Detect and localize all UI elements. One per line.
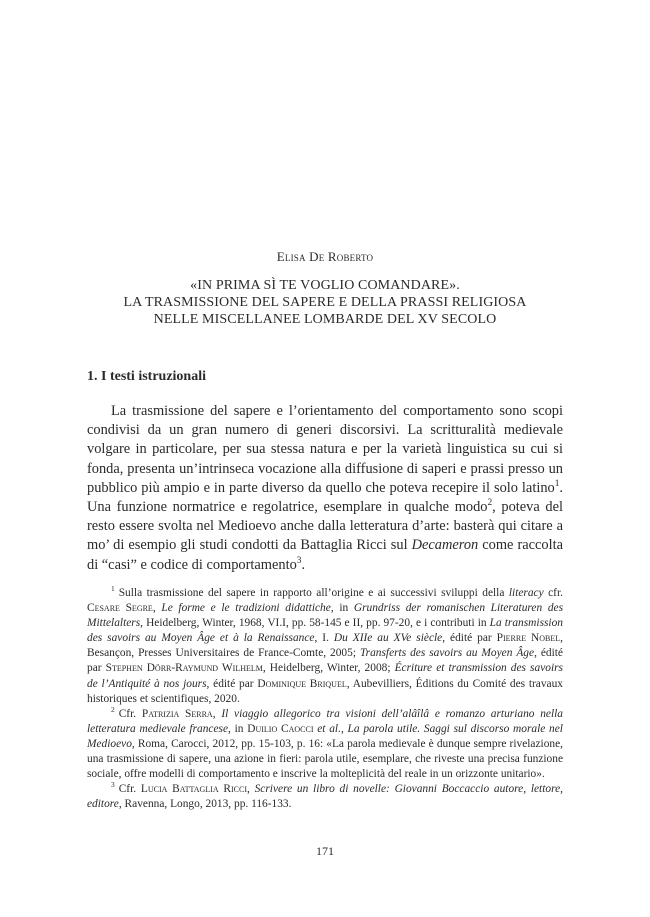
footnote-text: cfr. — [543, 587, 563, 599]
footnote-italic: Du XIIe au XVe siècle — [333, 632, 443, 645]
footnote-italic: Le forme e le tradizioni didattiche — [161, 602, 331, 615]
title-line-3: NELLE MISCELLANEE LOMBARDE DEL XV SECOLO — [153, 312, 497, 327]
footnote-italic: Grundriss der romanischen Literaturen des Mittelalters — [87, 602, 563, 630]
footnote-2 — [87, 704, 563, 782]
footnote-italic: et al. — [317, 722, 341, 735]
footnote-italic: Il viaggio allegorico tra visioni dell’alâîlâ e romanzo arturiano nella letteratura medievale francese — [87, 707, 563, 735]
footnote-text: , édité par — [442, 632, 497, 645]
page-number: 171 — [316, 844, 334, 858]
footnote-author: Duilio Caocci — [247, 722, 314, 735]
footnote-text: , Ravenna, Longo, 2013, pp. 116-133. — [118, 798, 292, 811]
footnote-text: , Heidelberg, Winter, 2008; — [262, 662, 395, 675]
body-text-segment: La trasmissione del sapere e l’orientamento del comportamento sono scopi condivisi da un gran numero di generi discorsivi. La scritturalità medievale volgare in particolare, per sua stessa natura e per la varietà linguistica su cui si fonda, presenta un’intrinseca vocazione alla diffusione di saperi e prassi presso un pubblico più ampio e in parte diverso da quello che poteva recepire il solo latino — [87, 403, 563, 496]
footnote-text: , édité par — [87, 647, 563, 675]
body-paragraph — [87, 402, 563, 575]
footnote-author: Pierre Nobel — [496, 632, 561, 645]
footnote-author: Stephen Dörr-Raymund Wilhelm — [105, 662, 263, 675]
footnote-text: , in — [330, 602, 354, 615]
footnote-3 — [87, 782, 563, 812]
footnote-text: , — [152, 602, 162, 615]
section-heading: 1. I testi istruzionali — [87, 369, 206, 384]
footnote-ref-2: 2 — [487, 498, 493, 509]
footnote-italic: Transferts des savoirs au Moyen Âge — [359, 647, 535, 660]
footnote-text: , — [212, 707, 222, 720]
footnote-text: Sulla trasmissione del sapere in rapporto all’origine e ai successivi sviluppi della — [118, 587, 509, 599]
footnotes — [87, 586, 563, 812]
footnote-number: 1 — [111, 584, 115, 594]
body-italic-title: Decameron — [411, 537, 479, 554]
body-text-segment: . Una funzione normatrice e regolatrice, esemplare in qualche modo — [87, 479, 563, 516]
article-title — [60, 277, 590, 328]
footnote-number: 2 — [111, 704, 115, 714]
footnote-1 — [87, 586, 563, 707]
footnote-text: , Besançon, Presses Universitaires de France-Comte, 2005; — [87, 632, 564, 660]
author-name: Elisa De Roberto — [276, 249, 374, 264]
footnote-text: Cfr. — [118, 707, 142, 720]
body-text-segment: , poteva del resto essere svolta nel Medioevo anche dalla letteratura d’arte: basterà qui citare a mo’ di esempio gli studi condotti da Battaglia Ricci sul — [87, 499, 563, 554]
footnote-text: , Aubevilliers, Éditions du Comité des travaux historiques et scientifiques, 2020. — [87, 677, 564, 705]
footnote-italic: Écriture et transmission des savoirs de l’Antiquité à nos jours — [87, 662, 563, 690]
footnote-text: , Heidelberg, Winter, 1968, VI.I, pp. 58-145 e II, pp. 97-20, e i contributi in — [140, 617, 490, 630]
body-text-segment: . — [301, 556, 306, 573]
footnote-text: , édité par — [206, 677, 258, 690]
footnote-author: Cesare Segre — [87, 602, 153, 615]
footnote-italic: La parola utile. Saggi sul discorso morale nel Medioevo — [87, 722, 563, 750]
title-line-2: LA TRASMISSIONE DEL SAPERE E DELLA PRASSI RELIGIOSA — [123, 295, 527, 310]
footnote-italic: literacy — [508, 587, 544, 599]
footnote-text: , I. — [314, 632, 334, 645]
footnote-italic: Scrivere un libro di novelle: Giovanni Boccaccio autore, lettore, editore — [87, 783, 563, 811]
footnote-text: , — [340, 722, 348, 735]
footnote-italic: La transmission des savoirs au Moyen Âge et à la Renaissance — [87, 617, 563, 645]
footnote-text: , — [247, 783, 255, 796]
footnote-ref-1: 1 — [554, 479, 560, 490]
footnote-number: 3 — [111, 780, 115, 790]
footnote-text: Cfr. — [118, 783, 141, 796]
footnote-text: , Roma, Carocci, 2012, pp. 15-103, p. 16: «La parola medievale è dunque sempre rivelazione, una trasmissione di sapere, una azione in fieri: parola utile, esemplare, che riveste una precisa funzione sociale, offre modelli di comportamento e inscrive la molteplicità del reale in un orizzonte unitario». — [87, 737, 563, 781]
footnote-text: , in — [228, 722, 248, 735]
footnote-author: Lucia Battaglia Ricci — [140, 783, 247, 796]
footnote-author: Dominique Briquel — [257, 677, 347, 690]
body-text-segment: come raccolta di “casi” e codice di comportamento — [87, 537, 563, 573]
title-line-1: «IN PRIMA SÌ TE VOGLIO COMANDARE». — [190, 278, 460, 293]
footnote-ref-3: 3 — [296, 555, 302, 566]
footnote-author: Patrizia Serra — [141, 707, 213, 720]
